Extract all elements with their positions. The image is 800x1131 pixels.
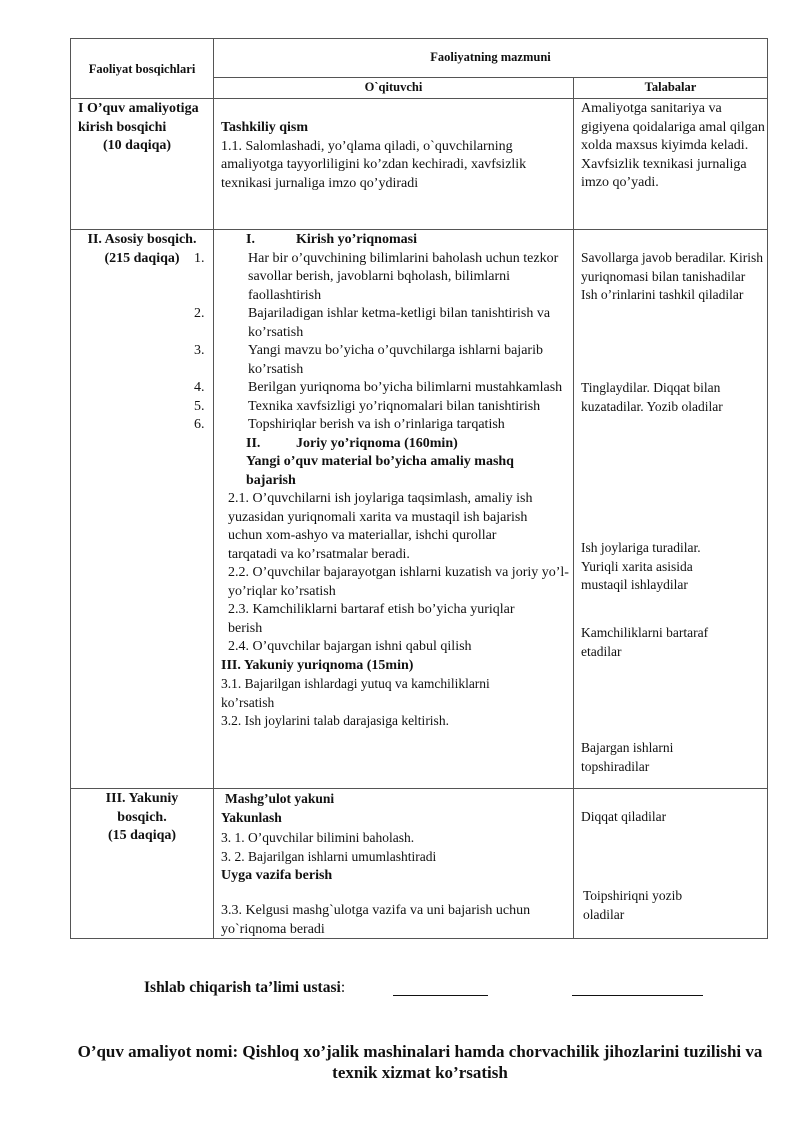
row2-stage-time: (215 daqiqa) bbox=[104, 250, 180, 266]
row2-stage bbox=[72, 231, 212, 268]
section1-title: Kirish yo’riqnomasi bbox=[296, 232, 417, 247]
row3-stage bbox=[72, 790, 212, 846]
row2-stage-title: II. Asosiy bosqich. bbox=[87, 232, 197, 247]
section2-item: 2.4. O’quvchilar bajargan ishni qabul qilish bbox=[228, 639, 472, 654]
row1-teacher-text: 1.1. Salomlashadi, yo’qlama qiladi, o`quvchilarning amaliyotga tayyorliligini ko’zdan kechiradi, xavfsizlik texnikasi jurnaliga imzo qo’ydiradi bbox=[221, 138, 527, 191]
row3-item-homework: 3.3. Kelgusi mashg`ulotga vazifa va uni bajarish uchun yo`riqnoma beradi bbox=[221, 903, 531, 937]
row3-stage-title: III. Yakuniy bosqich. bbox=[105, 791, 179, 825]
section1-item: 2. Bajariladigan ishlar ketma-ketligi bilan tanishtirish va ko’rsatish bbox=[194, 306, 551, 340]
row3-students-1: Diqqat qiladilar bbox=[581, 809, 667, 824]
section2-heading bbox=[221, 435, 571, 454]
section3-item: 3.1. Bajarilgan ishlardagi yutuq va kamchiliklarni ko’rsatish bbox=[221, 676, 490, 710]
section2-item: 2.3. Kamchiliklarni bartaraf etish bo’yicha yuriqlar berish bbox=[228, 602, 515, 636]
section1-item: 6. Topshiriqlar berish va ish o’rinlariga tarqatish bbox=[194, 417, 505, 432]
master-signature-label: Ishlab chiqarish ta’limi ustasi: bbox=[144, 979, 346, 996]
row2-students-4: Kamchiliklarni bartaraf etadilar bbox=[581, 625, 709, 659]
section2-item: 2.1. O’quvchilarni ish joylariga taqsimlash, amaliy ish yuzasidan yuriqnomali xarita va mustaqil ish bajarish uchun xom-ashyo va materiallar, ishchi qurollar tarqatadi va ko’rsatmalar beradi. bbox=[228, 491, 533, 562]
signature-line-2 bbox=[572, 995, 703, 996]
header-row-divider bbox=[70, 98, 768, 99]
section1-number: I. bbox=[246, 232, 255, 247]
row3-heading-summary: Yakunlash bbox=[221, 810, 282, 825]
header-students: Talabalar bbox=[644, 80, 697, 94]
table-border-left bbox=[70, 38, 71, 939]
section3-item: 3.2. Ish joylarini talab darajasiga keltirish. bbox=[221, 713, 449, 728]
row1-stage-title: I O’quv amaliyotiga kirish bosqichi bbox=[78, 101, 199, 135]
header-stages: Faoliyat bosqichlari bbox=[88, 62, 196, 76]
header-subdivider bbox=[213, 77, 768, 78]
signature-line-1 bbox=[393, 995, 488, 996]
row2-divider bbox=[70, 788, 768, 789]
row2-students-5: Bajargan ishlarni topshiradilar bbox=[581, 740, 674, 774]
row1-students: Amaliyotga sanitariya va gigiyena qoidalariga amal qilgan xolda maxsus kiyimda keladi. Xavfsizlik texnikasi jurnaliga imzo qo’yadi. bbox=[581, 101, 765, 190]
section3-heading: III. Yakuniy yuriqnoma (15min) bbox=[221, 657, 414, 673]
section2-item: 2.2. O’quvchilar bajarayotgan ishlarni kuzatish va joriy yo’l-yo’riqlar ko’rsatish bbox=[228, 565, 569, 599]
practice-title: O’quv amaliyot nomi: Qishloq xo’jalik mashinalari hamda chorvachilik jihozlarini tuzilishi va texnik xizmat ko’rsatish bbox=[77, 1042, 763, 1082]
row1-divider bbox=[70, 229, 768, 230]
row1-stage-time: (10 daqiqa) bbox=[103, 138, 172, 153]
row1-stage bbox=[78, 100, 212, 156]
section2-title: Joriy yo’riqnoma (160min) bbox=[296, 435, 458, 451]
row2-teacher bbox=[194, 231, 571, 731]
row3-students-2: Toipshiriqni yozib oladilar bbox=[583, 888, 683, 922]
row3-heading-wrapup: Mashg’ulot yakuni bbox=[225, 791, 335, 806]
table-border-right bbox=[767, 38, 768, 939]
section1-item: 3. Yangi mavzu bo’yicha o’quvchilarga ishlarni bajarib ko’rsatish bbox=[194, 343, 543, 377]
section1-heading bbox=[221, 231, 571, 250]
header-teacher: O`qituvchi bbox=[364, 80, 423, 94]
section1-item: 5. Texnika xavfsizligi yo’riqnomalari bilan tanishtirish bbox=[194, 398, 541, 414]
section1-item: 4. Berilgan yuriqnoma bo’yicha bilimlarni mustahkamlash bbox=[194, 380, 563, 395]
row3-item-generalize: 3. 2. Bajarilgan ishlarni umumlashtiradi bbox=[221, 849, 437, 864]
section1-item: 1. Har bir o’quvchining bilimlarini baholash uchun tezkor savollar berish, javoblarni bqholash, bilimlarni faollashtirish bbox=[194, 250, 559, 303]
section2-subtitle: Yangi o’quv material bo’yicha amaliy mashq bajarish bbox=[246, 454, 514, 488]
row2-students-3: Ish joylariga turadilar. Yuriqli xarita asisida mustaqil ishlaydilar bbox=[581, 540, 701, 592]
row3-item-assess: 3. 1. O’quvchilar bilimini baholash. bbox=[221, 830, 415, 845]
header-content: Faoliyatning mazmuni bbox=[430, 50, 551, 64]
row1-teacher-heading: Tashkiliy qism bbox=[221, 120, 309, 135]
row3-heading-homework: Uyga vazifa berish bbox=[221, 868, 333, 883]
row1-teacher bbox=[221, 119, 571, 193]
row2-students-2: Tinglaydilar. Diqqat bilan kuzatadilar. Yozib oladilar bbox=[581, 380, 723, 414]
column-divider-1 bbox=[213, 38, 214, 939]
row2-students-1: Savollarga javob beradilar. Kirish yuriqnomasi bilan tanishadilar Ish o’rinlarini tashkil qiladilar bbox=[581, 250, 763, 302]
column-divider-2 bbox=[573, 77, 574, 939]
row3-stage-time: (15 daqiqa) bbox=[107, 828, 177, 843]
table-border-top bbox=[70, 38, 768, 39]
section2-number: II. bbox=[246, 435, 261, 451]
